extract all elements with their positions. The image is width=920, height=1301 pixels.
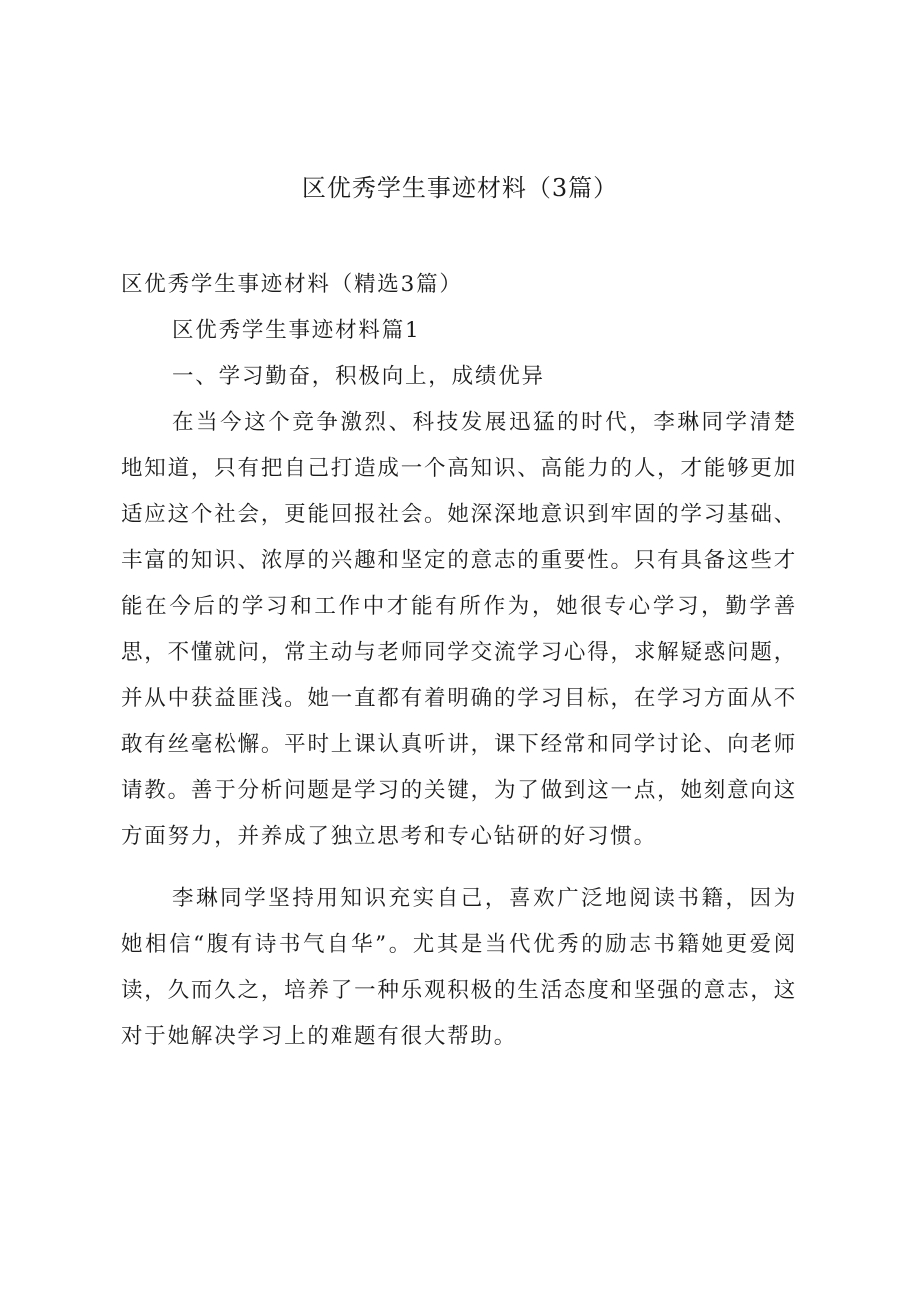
document-subtitle: 区优秀学生事迹材料（精选3篇） — [121, 272, 463, 297]
paragraph-study: 在当今这个竞争激烈、科技发展迅猛的时代，李琳同学清楚地知道，只有把自己打造成一个高知识、高能力的人，才能够更加适应这个社会，更能回报社会。她深深地意识到牢固的学习基础、丰富的知识、浓厚的兴趣和坚定的意志的重要性。只有具备这些才能在今后的学习和工作中才能有所作为，她很专心学习，勤学善思，不懂就问，常主动与老师同学交流学习心得，求解疑惑问题，并从中获益匪浅。她一直都有着明确的学习目标，在学习方面从不敢有丝毫松懈。平时上课认真听讲，课下经常和同学讨论、向老师请教。善于分析问题是学习的关键，为了做到这一点，她刻意向这方面努力，并养成了独立思考和专心钻研的好习惯。 — [121, 410, 797, 849]
document-body — [121, 262, 797, 1060]
document-title: 区优秀学生事迹材料（3篇） — [301, 174, 619, 202]
paragraph-reading: 李琳同学坚持用知识充实自己，喜欢广泛地阅读书籍，因为她相信“腹有诗书气自华”。尤其是当代优秀的励志书籍她更爱阅读，久而久之，培养了一种乐观积极的生活态度和坚强的意志，这对于她解决学习上的难题有很大帮助。 — [121, 886, 797, 1049]
section-title: 区优秀学生事迹材料篇1 — [172, 318, 421, 343]
section-heading: 一、学习勤奋，积极向上，成绩优异 — [172, 364, 545, 389]
